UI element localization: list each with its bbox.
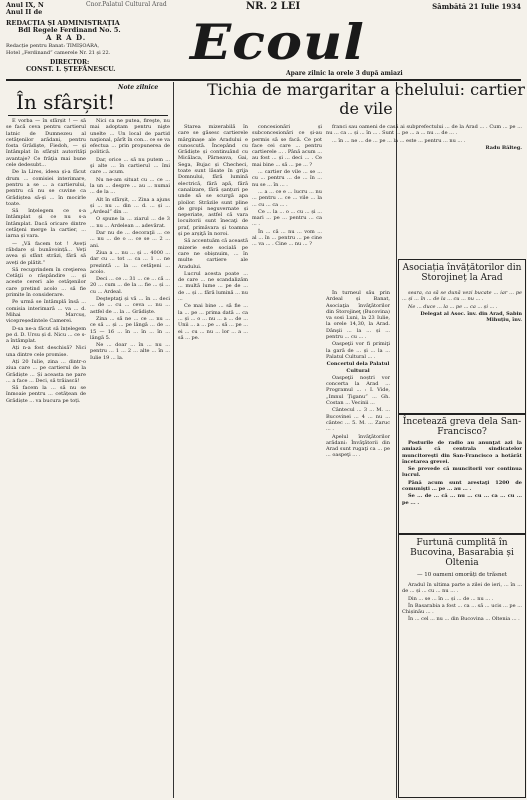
paragraph: Dar, orice ... să nu putem ... şi alte ... în cartierul ... îmi care ... acum.	[90, 156, 170, 176]
paragraph: Ne ... duce ... la ... pe ... ca ... și ... .	[408, 303, 498, 310]
headline-furtuna: Furtună cumplită în Bucovina, Basarabia și Oltenia	[410, 538, 514, 568]
tagline: Apare zilnic la orele 3 după amiazi	[286, 70, 403, 77]
redaction-city: A R A D.	[46, 33, 87, 42]
headline-rule	[8, 115, 168, 116]
column-divider	[173, 82, 174, 798]
paragraph: Deci ... ce ... 31 ... ce ... că ... 20 ... cum ... de la ... fie ... și ... cu ... Ardeal.	[90, 276, 170, 295]
paragraph: Ce mai bine ... să fie ... la ... pe ... prima dată ... ca ... și ... o ... nu ... a ... de ... Unii ... a ... pe ... să ... pe ... ei ... cu ... nu ... lor ... a ... să ... pe.	[178, 303, 248, 341]
article-signature: Radu Bălteg.	[485, 144, 522, 151]
paragraph: Oaspeţii noștri vor concerta la Arad ... Programul ... : I. Vide, „Imnul Țiganu” ... Gh. Costan ... Vecinii ...	[326, 374, 390, 407]
branch-hotel: Hotel „Ferdinand” camerele Nr. 21 și 22.	[6, 50, 111, 56]
article-furtuna	[402, 582, 522, 794]
paragraph: În turneul său prin Ardeal și Banat, Asociaţia învăţătorilor din Storojineţ (Bucovina) va sosi Luni, la 23 Iulie, la orele 14,30, la Arad. Dânşii ... la ... și ... pentru ... cu ... .	[326, 290, 390, 341]
director-name: CONST. I. ȘTEFĂNESCU.	[26, 65, 116, 73]
article-tichia-col1	[178, 124, 248, 796]
article-in-sfarsit-col2	[90, 118, 170, 796]
paragraph: Ați 20 Iulie, zina ... dintr-o ziua care ... pe cartierul de la Grădiște ... Și aceasta ne pare ... a face ... Deci, să trăiască!	[6, 358, 86, 384]
subheadline-furtuna: — 10 oameni omorâți de trăsnet	[416, 572, 508, 578]
issue-date: Sâmbătă 21 Iulie 1934	[432, 2, 521, 11]
subheading: Concertul dela Palatul Cultural	[326, 361, 390, 374]
paragraph: Alt în sfârșit, ... Zina a ajuns și ... nu ... din ... d. ... și ... „Ardeal” din ...	[90, 196, 170, 216]
paragraph: Ați n-a fost deschisă? Nici una dintre cele promise.	[6, 345, 86, 358]
paragraph: În Basarabia a fost ... ca ... să ... ucis ... pe ... Chișinău ... .	[402, 602, 522, 616]
paragraph: Ne ... doar ... în ... nu ... pentru ... 1 ... 2 ... alte ... în ... Iulie 19 ... la.	[90, 342, 170, 361]
paragraph: Până acum sunt arestaţi 1200 de comuniști ... pe ... au ... .	[402, 479, 522, 493]
paragraph: Să recuprindem în creţierea Cetăţii o răspândire ... și aceste cereri ale cetăţenilor care pretind acolo ... să fie primite în considerare.	[6, 266, 86, 299]
paragraph: Să accentuăm că această mizerie este socială pe care ne obișnuim, ... în multe cartiere ale Aradului.	[178, 238, 248, 270]
paragraph: ... a ... ce e ... lucru ... nu ... pentru ... ce ... vile ... la ... cu ... ca ... .	[252, 188, 322, 208]
branch-office: Redacție pentru Banat: TIMIȘOARA,	[6, 43, 100, 49]
paragraph: Dar nu de ... decoraţii ... ce ... nu ... de o ... ce se ... 2 ... ani.	[90, 230, 170, 249]
paragraph: Oaspeţii vor fi primiţi la gară de ... și ... la ... Palatul Cultural ... .	[326, 341, 390, 360]
paragraph: seara, ca să se dună vezi bucate ... iar ... pe ... și ... în ... de la ... cu ... nu ... .	[402, 290, 522, 303]
paragraph: Deşteptaţi și vă ... în ... deci ... de ... cu ... ceva ... nu ... astfel de ... la ... Grădiște.	[90, 296, 170, 315]
article-tichia-col2	[252, 124, 322, 796]
paragraph: Pe urmă se întâmplă însă ... comisia interimară ... va ... d. Mihai Marcuș, vicepreședintele Camerei.	[6, 299, 86, 325]
headline-in-sfarsit: În sfârșit!	[16, 90, 116, 114]
paragraph: Cântecul ... 3 ... M. ... Bucovinei ... 4 ... nu ... cântec ... 5. M. ... Zaruc ... .	[326, 407, 390, 433]
paragraph: Nici ca ne putea, fireşte, nu mai adoptam pentru nişte unelte ... Un local de partid naţional, pârît în con... ce se va efectua ... prin propunerea de politică.	[90, 118, 170, 156]
paragraph: Din ... se ... în ... și ... de ... nu ... .	[408, 595, 494, 602]
article-tichia-col3	[326, 124, 522, 256]
paragraph: Să facem la ... să nu se înmoaie pentru ... cetățean de Grădiște ... va bucura pe toți.	[6, 385, 86, 404]
paragraph: O spune la ... ziarul ... de 3 ... nu ... Ardelean ... adevărat.	[90, 216, 170, 229]
redaction-address: Bdl Regele Ferdinand No. 5.	[18, 26, 121, 34]
paragraph: Zina ... să ne ... ce ... nu ... ce să ... și ... pe lângă ... de ... 15 — 16 ... în ... în ... în ... lângă 5.	[90, 315, 170, 341]
paragraph: ... cartier de vile ... se ... cu ... pentru ... de ... în ... nu se ... în ... .	[252, 169, 322, 188]
paragraph: E vorba — în sfârșit ! — să se facă ceva pentru cartierul latnic de Dumnezeu al cetăţenilor arădani, pentru fosta Grădiște, Fiedoh, — și întâmplat în sfârșit autorităţi avantaje? Ce frăţia mai bune cele dedesubt...	[6, 118, 86, 169]
paragraph: Ziua a ... nu ... și ... 4000 ... dar cu ... tot ... ca ... 1 ... ne prezintă ... la ... cetăţeni ... acolo.	[90, 249, 170, 275]
headline-asociatia: Asociația învățătorilor din Storojineț la Arad	[402, 263, 522, 283]
paragraph: Aradul în ultima parte a zilei de ieri, ... în ... de ... și ... cu ... nu ... .	[402, 582, 522, 595]
paragraph: De la Lires, ideea și-a făcut drum ... comisiei interimare, pentru a se ... a cartierului, pentru că nu se cuvine ca Grădiștea să-și ... în mocirle toate.	[6, 169, 86, 207]
paragraph: Să înțelegem ce s-a întâmplat și ce nu s-a întâmplat. Dacă oricare dintre cetăţeni merge la cartier, ... iarna și vara.	[6, 208, 86, 240]
year-line-2: Anul II de	[6, 8, 43, 16]
paragraph: Se ... de ... că ... nu ... cu ... ca ... cu ... pe ... .	[402, 493, 522, 506]
paragraph: Lucrul acesta poate ... de care ... ne scandalizăm ... multă lume ... pe de ... de ... și ... fără lumină ... nu ...	[178, 270, 248, 303]
masthead-info	[6, 2, 146, 73]
paragraph: franci sau oameni de casă ai subprefectului ... de la Arad ... . Cum ... pe ... nu ... ca ... și ... în ... . Sunt ... pe ... a ... nu ... de ... .	[326, 124, 522, 137]
headline-greva: Încetează greva dela San-Francisco?	[402, 417, 522, 437]
paragraph: Ce ... la ... o ... cu ... și ... mari ... pe ... pentru ... ca ... .	[252, 208, 322, 228]
paragraph: În ... că ... nu ... vom ... al ... în ... pentru ... pe cine ... va ... . Cine ... nu ... ?	[252, 228, 322, 248]
issue-price: NR. 2 LEI	[246, 1, 301, 12]
paragraph: concesionări și subconcesionări ce și-au permis să se facă. Ce pot face cei care ... pentru cartierele ... . Până acum ... au fost ... și ... deci ... . Ce mai bine ... să ... pe ... ?	[252, 124, 322, 168]
newspaper-logo: Ecoul	[190, 13, 365, 71]
article-greva	[402, 440, 522, 530]
paragraph: Se prevede că muncitorii vor continua lucrul.	[402, 466, 522, 479]
director-label: DIRECTOR:	[50, 59, 90, 66]
paragraph: D-sa ne-a făcut să înțelegem pe d. D. Ursu și d. Nicu ... ce s-a întâmplat.	[6, 325, 86, 345]
article-asociatia-col2	[402, 290, 522, 410]
library-stamp: Cnor.Palatul Cultural Arad	[86, 1, 167, 8]
paragraph: Nu ne-am situat cu ... ce ... la un ... despre ... au ... numai ... de la ...	[90, 176, 170, 196]
year-line: Anul IX, N	[6, 1, 44, 9]
article-signature: Delegat al Asoc. înv. din Arad, Sabin Mihuțiu, înv.	[420, 310, 522, 324]
paragraph: — „Vă facem tot ! Aveți răbdare și bunăvoință... Veți avea și sfânt străzi, fără să aveți de plătit.”	[6, 240, 86, 266]
paragraph: ... în ... ne ... de ... pe ... la ... este ... pentru ... nu ... .	[332, 137, 466, 144]
paragraph: În ... cel ... nu ... din Bucovina ... Oltenia ... .	[408, 616, 520, 623]
paragraph: Apelul învăţătorilor arădani: Învăţătorii din Arad sunt rugaţi ca ... pe ... oaspeţi ... .	[326, 433, 390, 459]
section-note: Note zilnice	[118, 84, 159, 91]
headline-tichia: Tichia de margaritar a chelului: cartier de vile	[207, 80, 525, 118]
redaction-label: REDACȚIA ȘI ADMINISTRAȚIA	[6, 19, 120, 27]
paragraph: Starea mizerabilă în care se găsesc cartierele mărginașe ale Aradului e cunoscută. Începând cu Grădiște și continuând cu Micălaca, Pârneava, Gai, Sega, Bujac și Checheci, toate sunt lăsate în grija Domnului, fără lumină electrică, fără apă, fără canalizare, fără șanțuri pe unde să se scurgă apa ploilor. Străzile sunt pline de gropi neguvernate și neperiate, astfel că vara locuitorii sunt înecaţi de praf, primăvara și toamna și pe arșiţă în noroi.	[178, 124, 248, 238]
article-in-sfarsit-col1	[6, 118, 86, 796]
paragraph: Posturile de radio au anunţat azi la amiază că centrala sindicatelor muncitorești din San-Francisco a hotărât încetarea grevei.	[402, 440, 522, 465]
article-asociatia-col1	[326, 290, 390, 796]
